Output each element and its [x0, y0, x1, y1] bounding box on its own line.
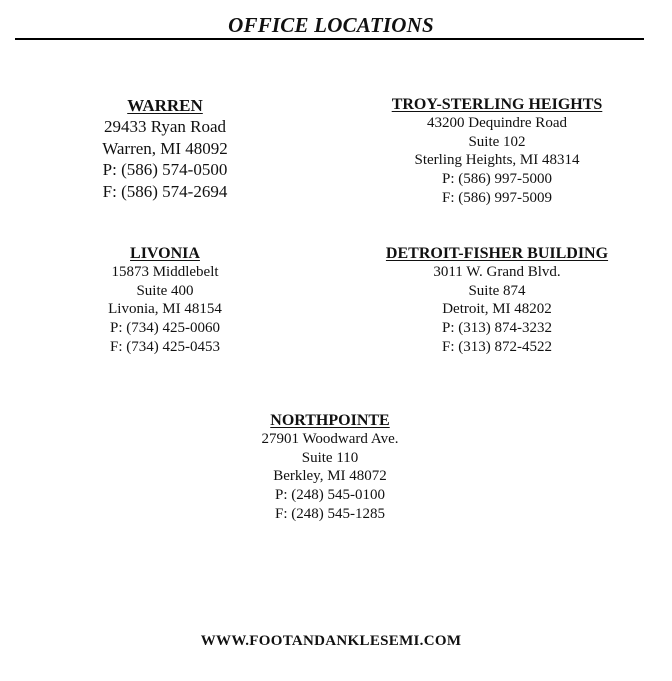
office-troy-sterling-heights	[370, 95, 624, 208]
office-phone: P: (734) 425-0060	[110, 320, 220, 337]
office-address: 43200 Dequindre Road	[427, 115, 567, 131]
office-fax: F: (313) 872-4522	[442, 338, 552, 355]
office-city: Sterling Heights, MI 48314	[414, 152, 580, 169]
office-address: 15873 Middlebelt	[111, 264, 219, 280]
office-phone: P: (248) 545-0100	[275, 487, 385, 504]
office-suite: Suite 110	[301, 449, 359, 466]
office-phone: P: (586) 997-5000	[442, 171, 552, 188]
office-fax: F: (734) 425-0453	[110, 338, 220, 355]
office-name: NORTHPOINTE	[270, 412, 390, 429]
office-name: DETROIT-FISHER BUILDING	[385, 245, 609, 262]
office-phone: P: (313) 874-3232	[442, 320, 552, 337]
office-address: 27901 Woodward Ave.	[261, 431, 399, 447]
office-phone: P: (586) 574-0500	[102, 160, 228, 179]
page-title: OFFICE LOCATIONS	[228, 13, 434, 37]
office-city: Warren, MI 48092	[102, 138, 228, 158]
office-city: Detroit, MI 48202	[442, 301, 552, 318]
office-suite: Suite 102	[468, 133, 526, 150]
office-northpointe	[230, 411, 430, 524]
office-fax: F: (248) 545-1285	[275, 505, 385, 522]
office-city: Berkley, MI 48072	[273, 468, 387, 485]
office-name: WARREN	[127, 96, 203, 115]
office-address: 3011 W. Grand Blvd.	[433, 264, 561, 280]
website-link[interactable]: WWW.FOOTANDANKLESEMI.COM	[200, 633, 462, 649]
office-suite: Suite 400	[136, 282, 194, 299]
office-name: LIVONIA	[130, 245, 200, 262]
office-livonia	[80, 244, 250, 357]
office-fax: F: (586) 574-2694	[102, 181, 228, 201]
office-address: 29433 Ryan Road	[103, 117, 227, 136]
office-suite: Suite 874	[468, 282, 526, 299]
office-detroit-fisher-building	[370, 244, 624, 357]
office-city: Livonia, MI 48154	[108, 301, 222, 318]
office-fax: F: (586) 997-5009	[442, 189, 552, 206]
office-name: TROY-STERLING HEIGHTS	[391, 96, 603, 113]
office-warren	[80, 96, 250, 202]
title-divider	[15, 38, 644, 40]
